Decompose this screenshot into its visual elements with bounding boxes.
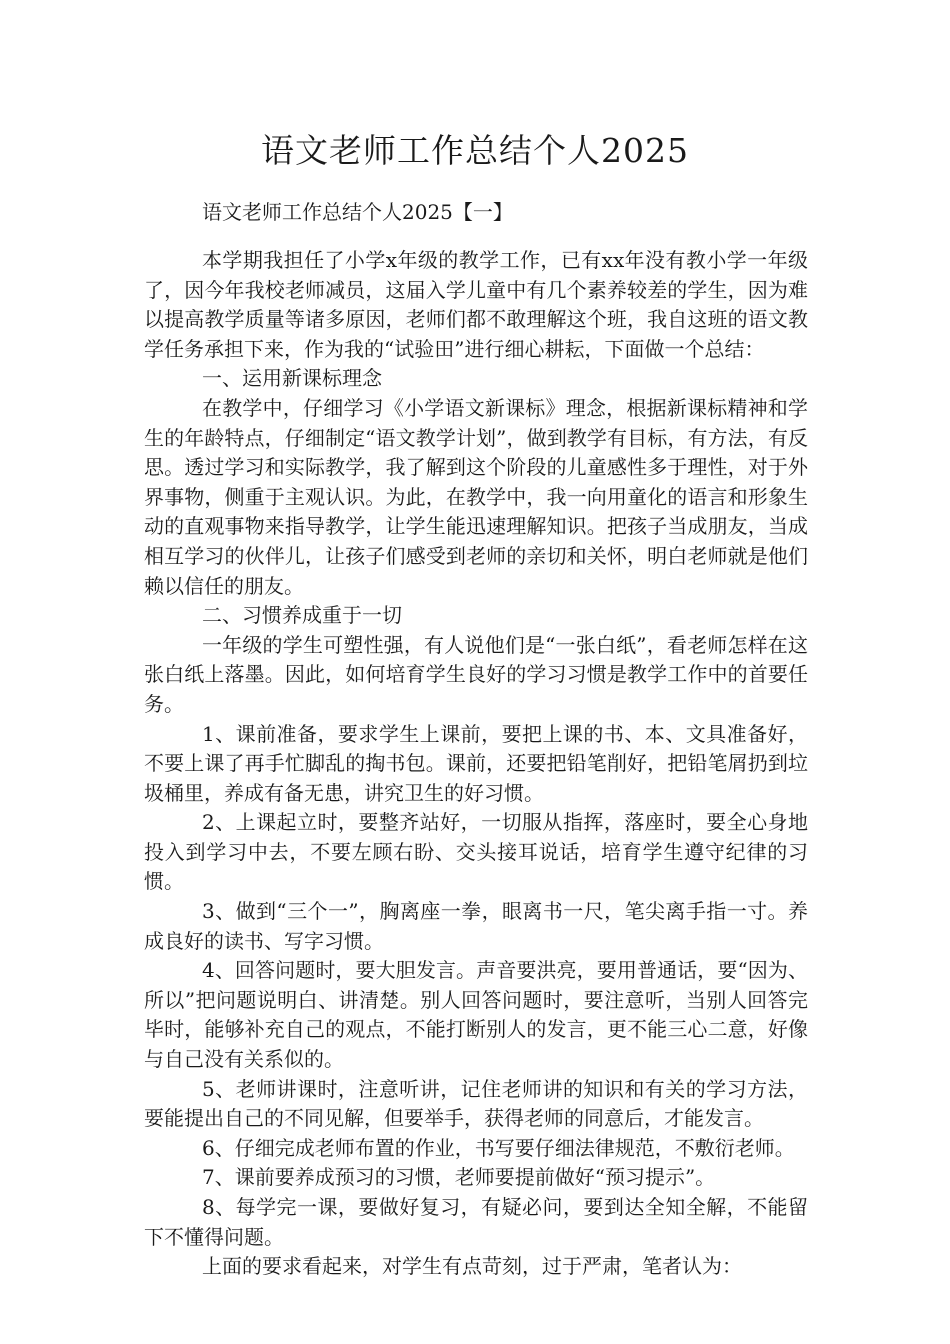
list-item: 6、仔细完成老师布置的作业，书写要仔细法律规范，不敷衍老师。: [202, 1135, 795, 1160]
section-heading-2: 二、习惯养成重于一切: [202, 603, 402, 628]
section-heading-1: 一、运用新课标理念: [202, 366, 382, 391]
paragraph: 本学期我担任了小学x年级的教学工作，已有xx年没有教小学一年级了，因今年我校老师减员，这届入学儿童中有几个素养较差的学生，因为难以提高教学质量等诸多原因，老师们都不敢理解这个班，我自这班的语文教学任务承担下来，作为我的“试验田”进行细心耕耘，下面做一个总结：: [144, 248, 808, 361]
document-title: 语文老师工作总结个人2025: [261, 131, 689, 170]
list-item: 2、上课起立时，要整齐站好，一切服从指挥，落座时，要全心身地投入到学习中去，不要左顾右盼、交头接耳说话，培育学生遵守纪律的习惯。: [144, 810, 808, 894]
document-body: [144, 246, 808, 1282]
list-item: 3、做到“三个一”，胸离座一拳，眼离书一尺，笔尖离手指一寸。养成良好的读书、写字习惯。: [144, 899, 808, 953]
list-item: 5、老师讲课时，注意听讲，记住老师讲的知识和有关的学习方法，要能提出自己的不同见解，但要举手，获得老师的同意后，才能发言。: [144, 1076, 808, 1131]
paragraph: 在教学中，仔细学习《小学语文新课标》理念，根据新课标精神和学生的年龄特点，仔细制定“语文教学计划”，做到教学有目标，有方法，有反思。透过学习和实际教学，我了解到这个阶段的儿童感性多于理性，对于外界事物，侧重于主观认识。为此，在教学中，我一向用童化的语言和形象生动的直观事物来指导教学，让学生能迅速理解知识。把孩子当成朋友，当成相互学习的伙伴儿，让孩子们感受到老师的亲切和关怀，明白老师就是他们赖以信任的朋友。: [144, 395, 808, 598]
list-item: 1、课前准备，要求学生上课前，要把上课的书、本、文具准备好，不要上课了再手忙脚乱的掏书包。课前，还要把铅笔削好，把铅笔屑扔到垃圾桶里，养成有备无患，讲究卫生的好习惯。: [144, 721, 808, 805]
list-item: 8、每学完一课，要做好复习，有疑必问，要到达全知全解，不能留下不懂得问题。: [144, 1195, 808, 1249]
list-item: 4、回答问题时，要大胆发言。声音要洪亮，要用普通话，要“因为、所以”把问题说明白、讲清楚。别人回答问题时，要注意听，当别人回答完毕时，能够补充自己的观点，不能打断别人的发言，更不能三心二意，好像与自己没有关系似的。: [144, 958, 808, 1072]
list-item: 7、课前要养成预习的习惯，老师要提前做好“预习提示”。: [202, 1165, 716, 1190]
paragraph: 一年级的学生可塑性强，有人说他们是“一张白纸”，看老师怎样在这张白纸上落墨。因此，如何培育学生良好的学习习惯是教学工作中的首要任务。: [144, 632, 808, 716]
paragraph: 上面的要求看起来，对学生有点苛刻，过于严肃，笔者认为：: [202, 1254, 742, 1279]
section-heading: 语文老师工作总结个人2025【一】: [202, 200, 513, 224]
